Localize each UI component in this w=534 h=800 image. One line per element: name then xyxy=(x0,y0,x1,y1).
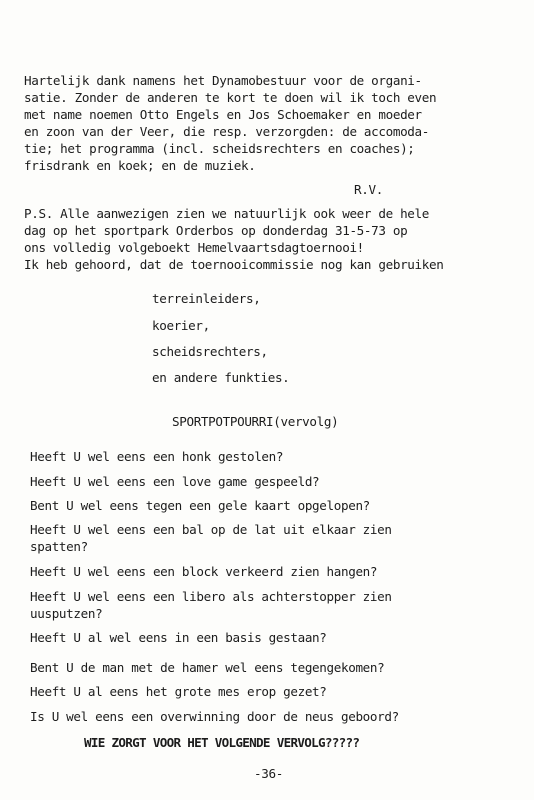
needs-item: scheidsrechters, xyxy=(152,344,268,359)
question-line: Bent U wel eens tegen een gele kaart opgelopen? xyxy=(30,498,370,513)
ps-line: P.S. Alle aanwezigen zien we natuurlijk ook weer de hele xyxy=(24,206,429,221)
ps-line: dag op het sportpark Orderbos op donderdag 31-5-73 op xyxy=(24,223,408,238)
question-line: Is U wel eens een overwinning door de neus geboord? xyxy=(30,709,399,724)
page-number: -36- xyxy=(254,766,283,781)
question-line: Heeft U wel eens een love game gespeeld? xyxy=(30,474,320,489)
question-line: Heeft U wel eens een block verkeerd zien hangen? xyxy=(30,564,378,579)
needs-item: en andere funkties. xyxy=(152,370,290,385)
question-line: Heeft U wel eens een libero als achterstopper zien xyxy=(30,589,392,604)
paragraph-line: satie. Zonder de anderen te kort te doen wil ik toch even xyxy=(24,90,437,105)
paragraph-line: met name noemen Otto Engels en Jos Schoemaker en moeder xyxy=(24,107,422,122)
paragraph-line: frisdrank en koek; en de muziek. xyxy=(24,158,256,173)
ps-line: Ik heb gehoord, dat de toernooicommissie nog kan gebruiken xyxy=(24,257,444,272)
paragraph-line: en zoon van der Veer, die resp. verzorgden: de accomoda- xyxy=(24,124,429,139)
needs-item: terreinleiders, xyxy=(152,291,261,306)
paragraph-line: tie; het programma (incl. scheidsrechters en coaches); xyxy=(24,141,415,156)
closing-line: WIE ZORGT VOOR HET VOLGENDE VERVOLG????? xyxy=(84,735,360,750)
section-heading: SPORTPOTPOURRI(vervolg) xyxy=(172,414,339,429)
ps-line: ons volledig volgeboekt Hemelvaartsdagtoernooi! xyxy=(24,240,364,255)
paragraph-line: Hartelijk dank namens het Dynamobestuur voor de organi- xyxy=(24,73,422,88)
question-line: Heeft U al eens het grote mes erop gezet? xyxy=(30,684,327,699)
question-line: Heeft U wel eens een honk gestolen? xyxy=(30,449,284,464)
signature: R.V. xyxy=(354,182,383,197)
question-line: uusputzen? xyxy=(30,606,103,621)
question-line: Heeft U al wel eens in een basis gestaan? xyxy=(30,630,327,645)
question-line: Bent U de man met de hamer wel eens tegengekomen? xyxy=(30,660,385,675)
question-line: spatten? xyxy=(30,539,88,554)
needs-item: koerier, xyxy=(152,318,210,333)
question-line: Heeft U wel eens een bal op de lat uit elkaar zien xyxy=(30,522,392,537)
